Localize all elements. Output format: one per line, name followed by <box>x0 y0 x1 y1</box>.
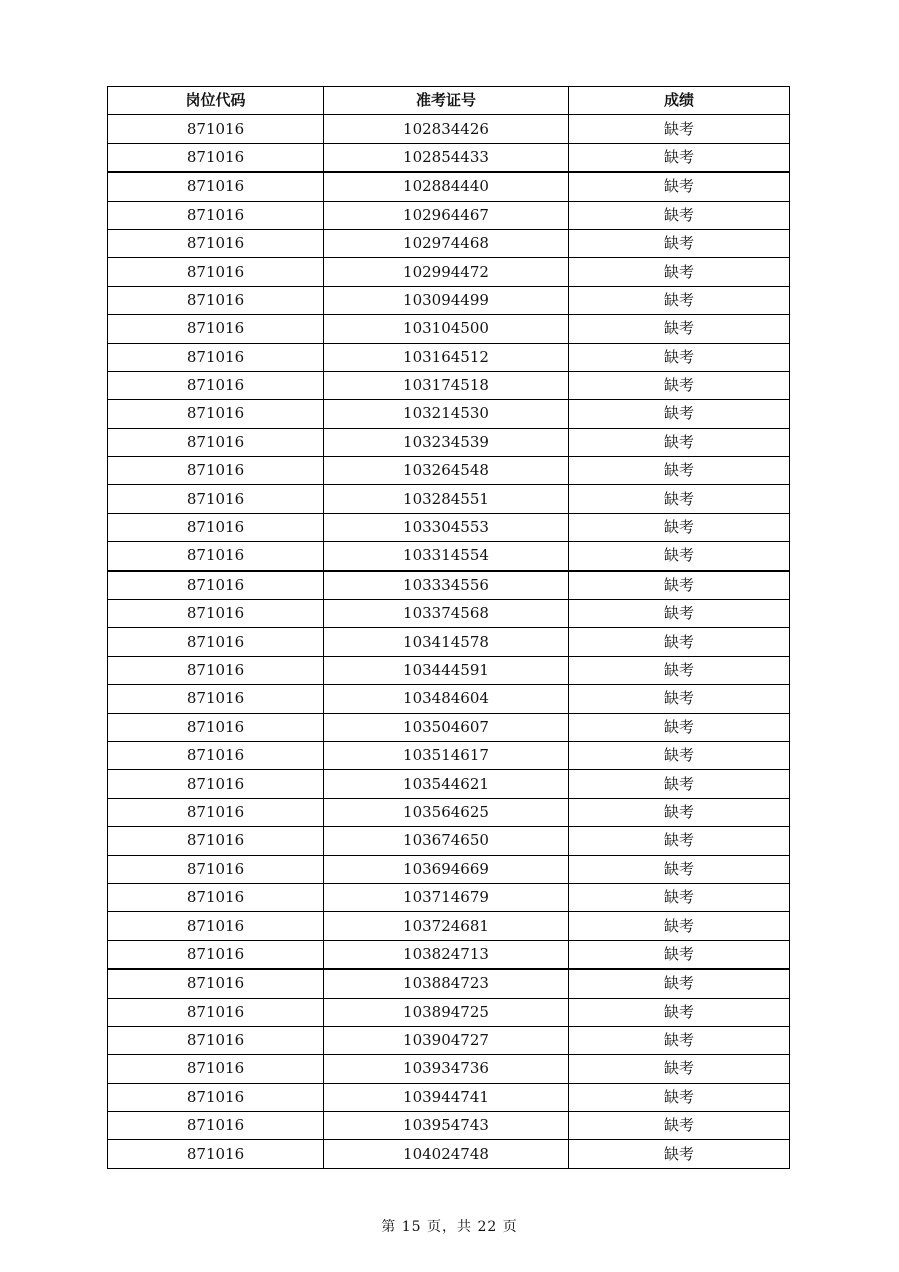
cell-position-code: 871016 <box>108 315 324 343</box>
table-row <box>108 457 790 485</box>
table-row <box>108 1083 790 1111</box>
table-row <box>108 1112 790 1140</box>
cell-score: 缺考 <box>569 1140 790 1168</box>
table-row <box>108 883 790 911</box>
cell-score: 缺考 <box>569 912 790 940</box>
cell-position-code: 871016 <box>108 883 324 911</box>
cell-admission-number: 103314554 <box>324 542 569 571</box>
table-row <box>108 201 790 229</box>
cell-admission-number: 103414578 <box>324 628 569 656</box>
cell-admission-number: 103694669 <box>324 855 569 883</box>
cell-position-code: 871016 <box>108 1112 324 1140</box>
table-row <box>108 628 790 656</box>
cell-score: 缺考 <box>569 571 790 600</box>
cell-admission-number: 103714679 <box>324 883 569 911</box>
table-row <box>108 286 790 314</box>
cell-admission-number: 102884440 <box>324 172 569 201</box>
cell-score: 缺考 <box>569 685 790 713</box>
cell-admission-number: 103334556 <box>324 571 569 600</box>
cell-position-code: 871016 <box>108 969 324 998</box>
cell-position-code: 871016 <box>108 258 324 286</box>
cell-position-code: 871016 <box>108 1140 324 1168</box>
cell-score: 缺考 <box>569 371 790 399</box>
table-row <box>108 713 790 741</box>
cell-admission-number: 103444591 <box>324 656 569 684</box>
table-row <box>108 656 790 684</box>
cell-admission-number: 102994472 <box>324 258 569 286</box>
cell-score: 缺考 <box>569 969 790 998</box>
cell-score: 缺考 <box>569 258 790 286</box>
cell-position-code: 871016 <box>108 571 324 600</box>
table-row <box>108 258 790 286</box>
cell-position-code: 871016 <box>108 457 324 485</box>
cell-position-code: 871016 <box>108 542 324 571</box>
cell-admission-number: 102834426 <box>324 115 569 143</box>
cell-score: 缺考 <box>569 600 790 628</box>
score-table <box>107 86 790 1169</box>
cell-score: 缺考 <box>569 172 790 201</box>
table-row <box>108 1055 790 1083</box>
cell-position-code: 871016 <box>108 513 324 541</box>
cell-score: 缺考 <box>569 770 790 798</box>
cell-score: 缺考 <box>569 1026 790 1054</box>
cell-admission-number: 103374568 <box>324 600 569 628</box>
cell-score: 缺考 <box>569 798 790 826</box>
cell-position-code: 871016 <box>108 600 324 628</box>
cell-admission-number: 102974468 <box>324 229 569 257</box>
cell-score: 缺考 <box>569 143 790 172</box>
cell-position-code: 871016 <box>108 656 324 684</box>
cell-position-code: 871016 <box>108 741 324 769</box>
table-row <box>108 371 790 399</box>
table-body <box>108 115 790 1168</box>
table-row <box>108 1140 790 1168</box>
page-footer: 第 15 页，共 22 页 <box>381 1219 518 1235</box>
table-row <box>108 770 790 798</box>
cell-score: 缺考 <box>569 542 790 571</box>
cell-position-code: 871016 <box>108 201 324 229</box>
cell-score: 缺考 <box>569 428 790 456</box>
cell-score: 缺考 <box>569 656 790 684</box>
cell-admission-number: 103234539 <box>324 428 569 456</box>
cell-admission-number: 103724681 <box>324 912 569 940</box>
header-admission-number: 准考证号 <box>324 87 569 115</box>
cell-position-code: 871016 <box>108 371 324 399</box>
cell-position-code: 871016 <box>108 912 324 940</box>
cell-score: 缺考 <box>569 713 790 741</box>
table-row <box>108 513 790 541</box>
cell-admission-number: 103504607 <box>324 713 569 741</box>
header-score: 成绩 <box>569 87 790 115</box>
cell-position-code: 871016 <box>108 628 324 656</box>
cell-admission-number: 102964467 <box>324 201 569 229</box>
cell-admission-number: 103514617 <box>324 741 569 769</box>
cell-score: 缺考 <box>569 457 790 485</box>
cell-admission-number: 103954743 <box>324 1112 569 1140</box>
cell-position-code: 871016 <box>108 229 324 257</box>
cell-position-code: 871016 <box>108 143 324 172</box>
table-row <box>108 600 790 628</box>
cell-admission-number: 103264548 <box>324 457 569 485</box>
table-row <box>108 940 790 969</box>
cell-admission-number: 103174518 <box>324 371 569 399</box>
cell-score: 缺考 <box>569 201 790 229</box>
cell-admission-number: 103484604 <box>324 685 569 713</box>
cell-admission-number: 103904727 <box>324 1026 569 1054</box>
cell-score: 缺考 <box>569 115 790 143</box>
cell-score: 缺考 <box>569 485 790 513</box>
table-row <box>108 798 790 826</box>
cell-score: 缺考 <box>569 315 790 343</box>
cell-admission-number: 103544621 <box>324 770 569 798</box>
cell-admission-number: 103934736 <box>324 1055 569 1083</box>
cell-score: 缺考 <box>569 343 790 371</box>
cell-score: 缺考 <box>569 513 790 541</box>
cell-position-code: 871016 <box>108 827 324 855</box>
table-row <box>108 115 790 143</box>
table-header-row <box>108 87 790 115</box>
cell-admission-number: 104024748 <box>324 1140 569 1168</box>
table-row <box>108 741 790 769</box>
table-row <box>108 400 790 428</box>
table-row <box>108 229 790 257</box>
cell-admission-number: 103894725 <box>324 998 569 1026</box>
cell-admission-number: 103304553 <box>324 513 569 541</box>
table-row <box>108 143 790 172</box>
cell-position-code: 871016 <box>108 400 324 428</box>
cell-position-code: 871016 <box>108 428 324 456</box>
cell-admission-number: 102854433 <box>324 143 569 172</box>
cell-position-code: 871016 <box>108 940 324 969</box>
cell-score: 缺考 <box>569 1083 790 1111</box>
cell-admission-number: 103884723 <box>324 969 569 998</box>
cell-admission-number: 103674650 <box>324 827 569 855</box>
table-row <box>108 485 790 513</box>
cell-admission-number: 103094499 <box>324 286 569 314</box>
cell-position-code: 871016 <box>108 855 324 883</box>
table-row <box>108 315 790 343</box>
cell-position-code: 871016 <box>108 485 324 513</box>
cell-score: 缺考 <box>569 883 790 911</box>
cell-score: 缺考 <box>569 1112 790 1140</box>
cell-position-code: 871016 <box>108 713 324 741</box>
cell-position-code: 871016 <box>108 343 324 371</box>
cell-score: 缺考 <box>569 827 790 855</box>
cell-score: 缺考 <box>569 940 790 969</box>
table-row <box>108 343 790 371</box>
cell-score: 缺考 <box>569 741 790 769</box>
cell-score: 缺考 <box>569 998 790 1026</box>
cell-score: 缺考 <box>569 1055 790 1083</box>
cell-admission-number: 103564625 <box>324 798 569 826</box>
cell-position-code: 871016 <box>108 1026 324 1054</box>
cell-admission-number: 103284551 <box>324 485 569 513</box>
cell-position-code: 871016 <box>108 286 324 314</box>
cell-score: 缺考 <box>569 286 790 314</box>
cell-admission-number: 103104500 <box>324 315 569 343</box>
cell-position-code: 871016 <box>108 172 324 201</box>
header-position-code: 岗位代码 <box>108 87 324 115</box>
table-row <box>108 685 790 713</box>
cell-score: 缺考 <box>569 628 790 656</box>
cell-score: 缺考 <box>569 229 790 257</box>
table-row <box>108 969 790 998</box>
table-row <box>108 428 790 456</box>
table-row <box>108 571 790 600</box>
table-row <box>108 912 790 940</box>
cell-position-code: 871016 <box>108 770 324 798</box>
table-row <box>108 998 790 1026</box>
table-row <box>108 1026 790 1054</box>
cell-admission-number: 103824713 <box>324 940 569 969</box>
cell-position-code: 871016 <box>108 685 324 713</box>
cell-position-code: 871016 <box>108 998 324 1026</box>
cell-admission-number: 103164512 <box>324 343 569 371</box>
cell-admission-number: 103944741 <box>324 1083 569 1111</box>
table-row <box>108 172 790 201</box>
cell-position-code: 871016 <box>108 1055 324 1083</box>
cell-score: 缺考 <box>569 400 790 428</box>
table-row <box>108 855 790 883</box>
cell-admission-number: 103214530 <box>324 400 569 428</box>
table-row <box>108 542 790 571</box>
table-row <box>108 827 790 855</box>
cell-position-code: 871016 <box>108 1083 324 1111</box>
cell-position-code: 871016 <box>108 798 324 826</box>
cell-score: 缺考 <box>569 855 790 883</box>
cell-position-code: 871016 <box>108 115 324 143</box>
